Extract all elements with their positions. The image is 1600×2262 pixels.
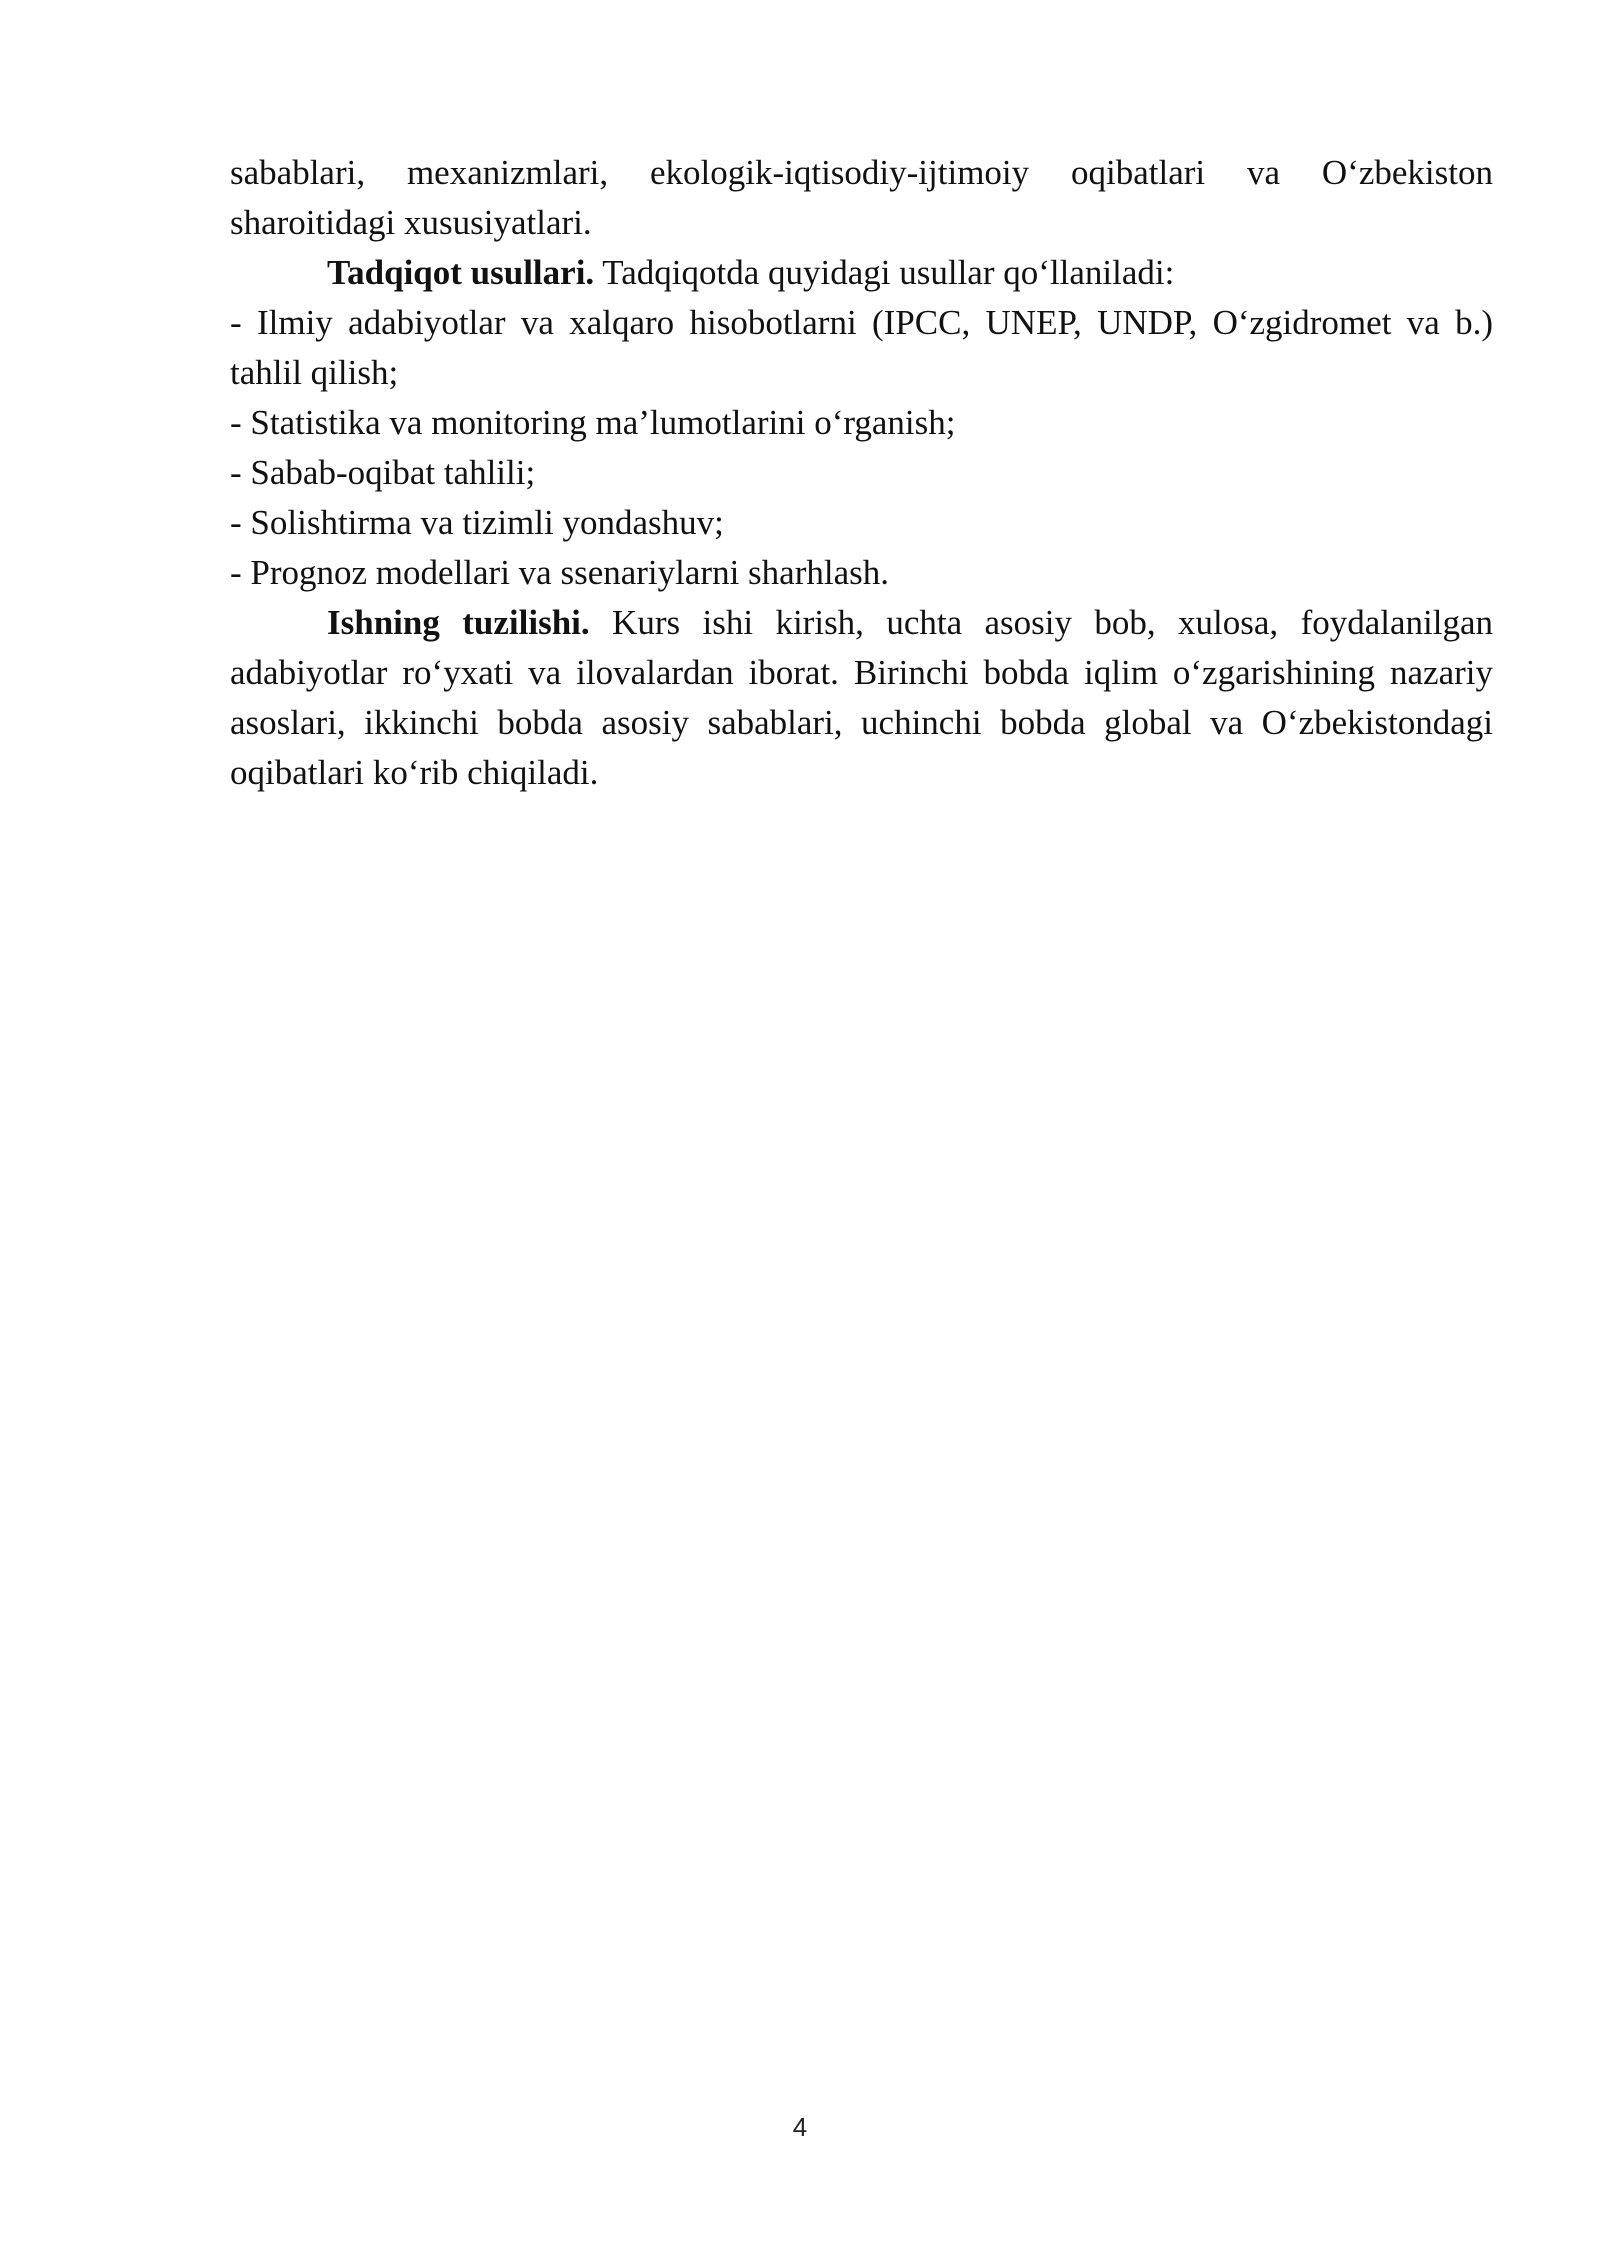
list-item: - Prognoz modellari va ssenariylarni sharhlash. [230, 553, 889, 592]
methods-text: Tadqiqotda quyidagi usullar qo‘llaniladi: [594, 253, 1175, 292]
structure-paragraph [230, 598, 1493, 798]
methods-paragraph [230, 248, 1493, 298]
intro-paragraph: sabablari, mexanizmlari, ekologik-iqtisodiy-ijtimoiy oqibatlari va O‘zbekiston sharoitidagi xususiyatlari. [230, 153, 1493, 242]
list-item: - Sabab-oqibat tahlili; [230, 453, 536, 492]
list-item: - Ilmiy adabiyotlar va xalqaro hisobotlarni (IPCC, UNEP, UNDP, O‘zgidromet va b.) tahlil qilish; [230, 303, 1493, 392]
list-item: - Statistika va monitoring ma’lumotlarini o‘rganish; [230, 403, 956, 442]
structure-heading: Ishning tuzilishi. [327, 603, 590, 642]
methods-heading: Tadqiqot usullari. [327, 253, 595, 292]
page-number: 4 [792, 2112, 808, 2142]
list-item: - Solishtirma va tizimli yondashuv; [230, 503, 724, 542]
page-body [230, 148, 1493, 798]
structure-text: Kurs ishi kirish, uchta asosiy bob, xulosa, foydalanilgan adabiyotlar ro‘yxati va ilovalardan iborat. Birinchi bobda iqlim o‘zgarishining nazariy asoslari, ikkinchi bobda asosiy sabablari, uchinchi bobda global va O‘zbekistondagi oqibatlari ko‘rib chiqiladi. [230, 603, 1494, 792]
methods-list [230, 298, 1493, 598]
